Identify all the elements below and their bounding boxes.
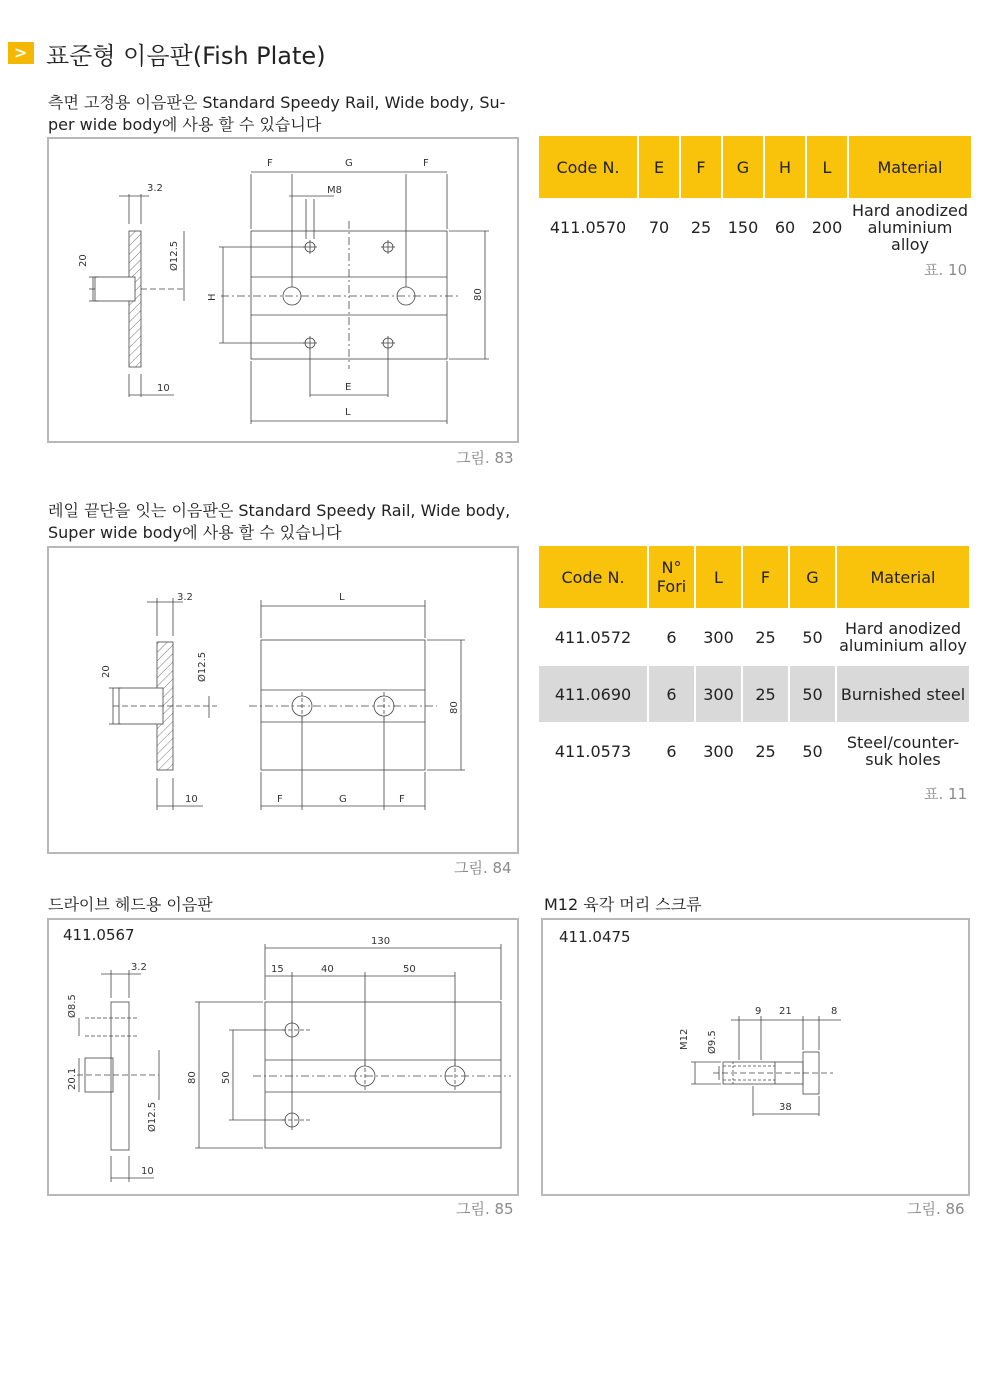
table10-material: Hard anodized aluminium alloy xyxy=(851,200,969,254)
table10-h: 60 xyxy=(774,217,796,237)
table-11 xyxy=(537,546,971,780)
dim-20: 20 xyxy=(78,254,89,267)
table-row xyxy=(539,666,969,722)
table11-header-material: Material xyxy=(837,546,969,608)
dim-20.1: 20.1 xyxy=(67,1067,78,1090)
section4-heading: M12 육각 머리 스크류 xyxy=(544,895,702,914)
figure-86 xyxy=(541,918,970,1196)
section1-heading-line1: 측면 고정용 이음판은 Standard Speedy Rail, Wide body, Su- xyxy=(48,93,506,112)
dim-L: L xyxy=(345,407,351,418)
table-row xyxy=(539,608,969,666)
table10-e: 70 xyxy=(648,217,670,237)
table11-r3-f: 25 xyxy=(755,741,776,761)
section2-heading-line1: 레일 끝단을 잇는 이음판은 Standard Speedy Rail, Wide body, xyxy=(48,501,511,520)
table-10-caption: 표. 10 xyxy=(924,261,968,279)
dim-20: 20 xyxy=(101,665,112,678)
drive-head-plate-drawing xyxy=(49,920,517,1194)
table10-f: 25 xyxy=(690,217,712,237)
dim-d8.5: Ø8.5 xyxy=(67,994,78,1018)
table11-r1-code: 411.0572 xyxy=(554,627,632,647)
dim-d12.5: Ø12.5 xyxy=(169,240,180,271)
dim-9: 9 xyxy=(755,1006,762,1017)
table11-header-l: L xyxy=(696,546,741,608)
dim-10: 10 xyxy=(157,383,170,394)
table11-r2-material: Burnished steel xyxy=(837,666,969,722)
table11-header-code: Code N. xyxy=(539,546,647,608)
dim-10: 10 xyxy=(141,1166,154,1177)
fish-plate-side-drawing xyxy=(49,139,517,441)
table10-code: 411.0570 xyxy=(549,217,627,237)
dim-3.2: 3.2 xyxy=(131,962,147,973)
dim-50-vertical: 50 xyxy=(221,1071,232,1084)
table11-r1-material: Hard anodized aluminium alloy xyxy=(839,619,967,655)
table10-header-g: G xyxy=(723,136,763,198)
section2-heading-line2: Super wide body에 사용 할 수 있습니다 xyxy=(48,523,342,542)
dim-E: E xyxy=(345,382,352,393)
table11-r3-fori: 6 xyxy=(666,741,677,761)
table11-r2-g: 50 xyxy=(790,666,835,722)
dim-15: 15 xyxy=(271,964,284,975)
table11-r2-code: 411.0690 xyxy=(539,666,647,722)
table11-r2-f: 25 xyxy=(743,666,788,722)
dim-F-left: F xyxy=(267,158,273,169)
dim-3.2: 3.2 xyxy=(177,592,193,603)
table11-header-fori: N° Fori xyxy=(649,546,694,608)
dim-10: 10 xyxy=(185,794,198,805)
table10-header-e: E xyxy=(639,136,679,198)
dim-21: 21 xyxy=(779,1006,792,1017)
table11-r3-l: 300 xyxy=(703,741,734,761)
dim-F-right: F xyxy=(399,794,405,805)
figure-86-code: 411.0475 xyxy=(559,928,631,946)
figure-84 xyxy=(47,546,519,854)
dim-M8: M8 xyxy=(327,185,342,196)
dim-3.2: 3.2 xyxy=(147,183,163,194)
table11-r1-l: 300 xyxy=(703,627,734,647)
dim-8: 8 xyxy=(831,1006,838,1017)
table10-l: 200 xyxy=(811,217,843,237)
table11-header-f: F xyxy=(743,546,788,608)
table-row xyxy=(539,722,969,780)
dim-130: 130 xyxy=(371,936,391,947)
dim-F-left: F xyxy=(277,794,283,805)
section1-heading-line2: per wide body에 사용 할 수 있습니다 xyxy=(48,115,322,134)
table10-header-code: Code N. xyxy=(539,136,637,198)
table11-r2-l: 300 xyxy=(696,666,741,722)
dim-40: 40 xyxy=(321,964,334,975)
dim-d12.5: Ø12.5 xyxy=(197,651,208,682)
table11-r3-g: 50 xyxy=(802,741,823,761)
table10-g: 150 xyxy=(727,217,759,237)
figure-86-caption: 그림. 86 xyxy=(907,1200,965,1218)
dim-M12: M12 xyxy=(679,1028,690,1050)
dim-G: G xyxy=(339,794,347,805)
dim-H: H xyxy=(207,293,218,301)
figure-83 xyxy=(47,137,519,443)
dim-d9.5: Ø9.5 xyxy=(707,1030,718,1054)
table-10 xyxy=(537,136,973,256)
table11-r1-f: 25 xyxy=(755,627,776,647)
table11-r2-fori: 6 xyxy=(649,666,694,722)
dim-F-right: F xyxy=(423,158,429,169)
figure-85-caption: 그림. 85 xyxy=(456,1200,514,1218)
figure-84-caption: 그림. 84 xyxy=(454,859,512,877)
title-marker-icon: > xyxy=(8,42,34,64)
dim-80: 80 xyxy=(187,1071,198,1084)
table11-r3-material: Steel/counter-suk holes xyxy=(846,733,960,769)
figure-85-code: 411.0567 xyxy=(63,926,135,944)
table10-header-f: F xyxy=(681,136,721,198)
table-row xyxy=(539,198,971,256)
table11-header-g: G xyxy=(790,546,835,608)
dim-50: 50 xyxy=(403,964,416,975)
dim-38: 38 xyxy=(779,1102,792,1113)
figure-83-caption: 그림. 83 xyxy=(456,449,514,467)
dim-G: G xyxy=(345,158,353,169)
section2-heading xyxy=(48,500,510,544)
dim-80: 80 xyxy=(473,288,484,301)
m12-screw-drawing xyxy=(543,920,968,1194)
table10-header-h: H xyxy=(765,136,805,198)
dim-80: 80 xyxy=(449,701,460,714)
table11-r3-code: 411.0573 xyxy=(554,741,632,761)
table-11-caption: 표. 11 xyxy=(924,785,968,803)
fish-plate-end-drawing xyxy=(49,548,517,852)
page-title: 표준형 이음판(Fish Plate) xyxy=(46,42,326,70)
table10-header-l: L xyxy=(807,136,847,198)
table11-r1-fori: 6 xyxy=(666,627,677,647)
section3-heading: 드라이브 헤드용 이음판 xyxy=(48,895,213,914)
table11-r1-g: 50 xyxy=(802,627,823,647)
table10-header-material: Material xyxy=(849,136,971,198)
figure-85 xyxy=(47,918,519,1196)
dim-d12.5: Ø12.5 xyxy=(147,1101,158,1132)
dim-L: L xyxy=(339,592,345,603)
section1-heading xyxy=(48,92,505,136)
